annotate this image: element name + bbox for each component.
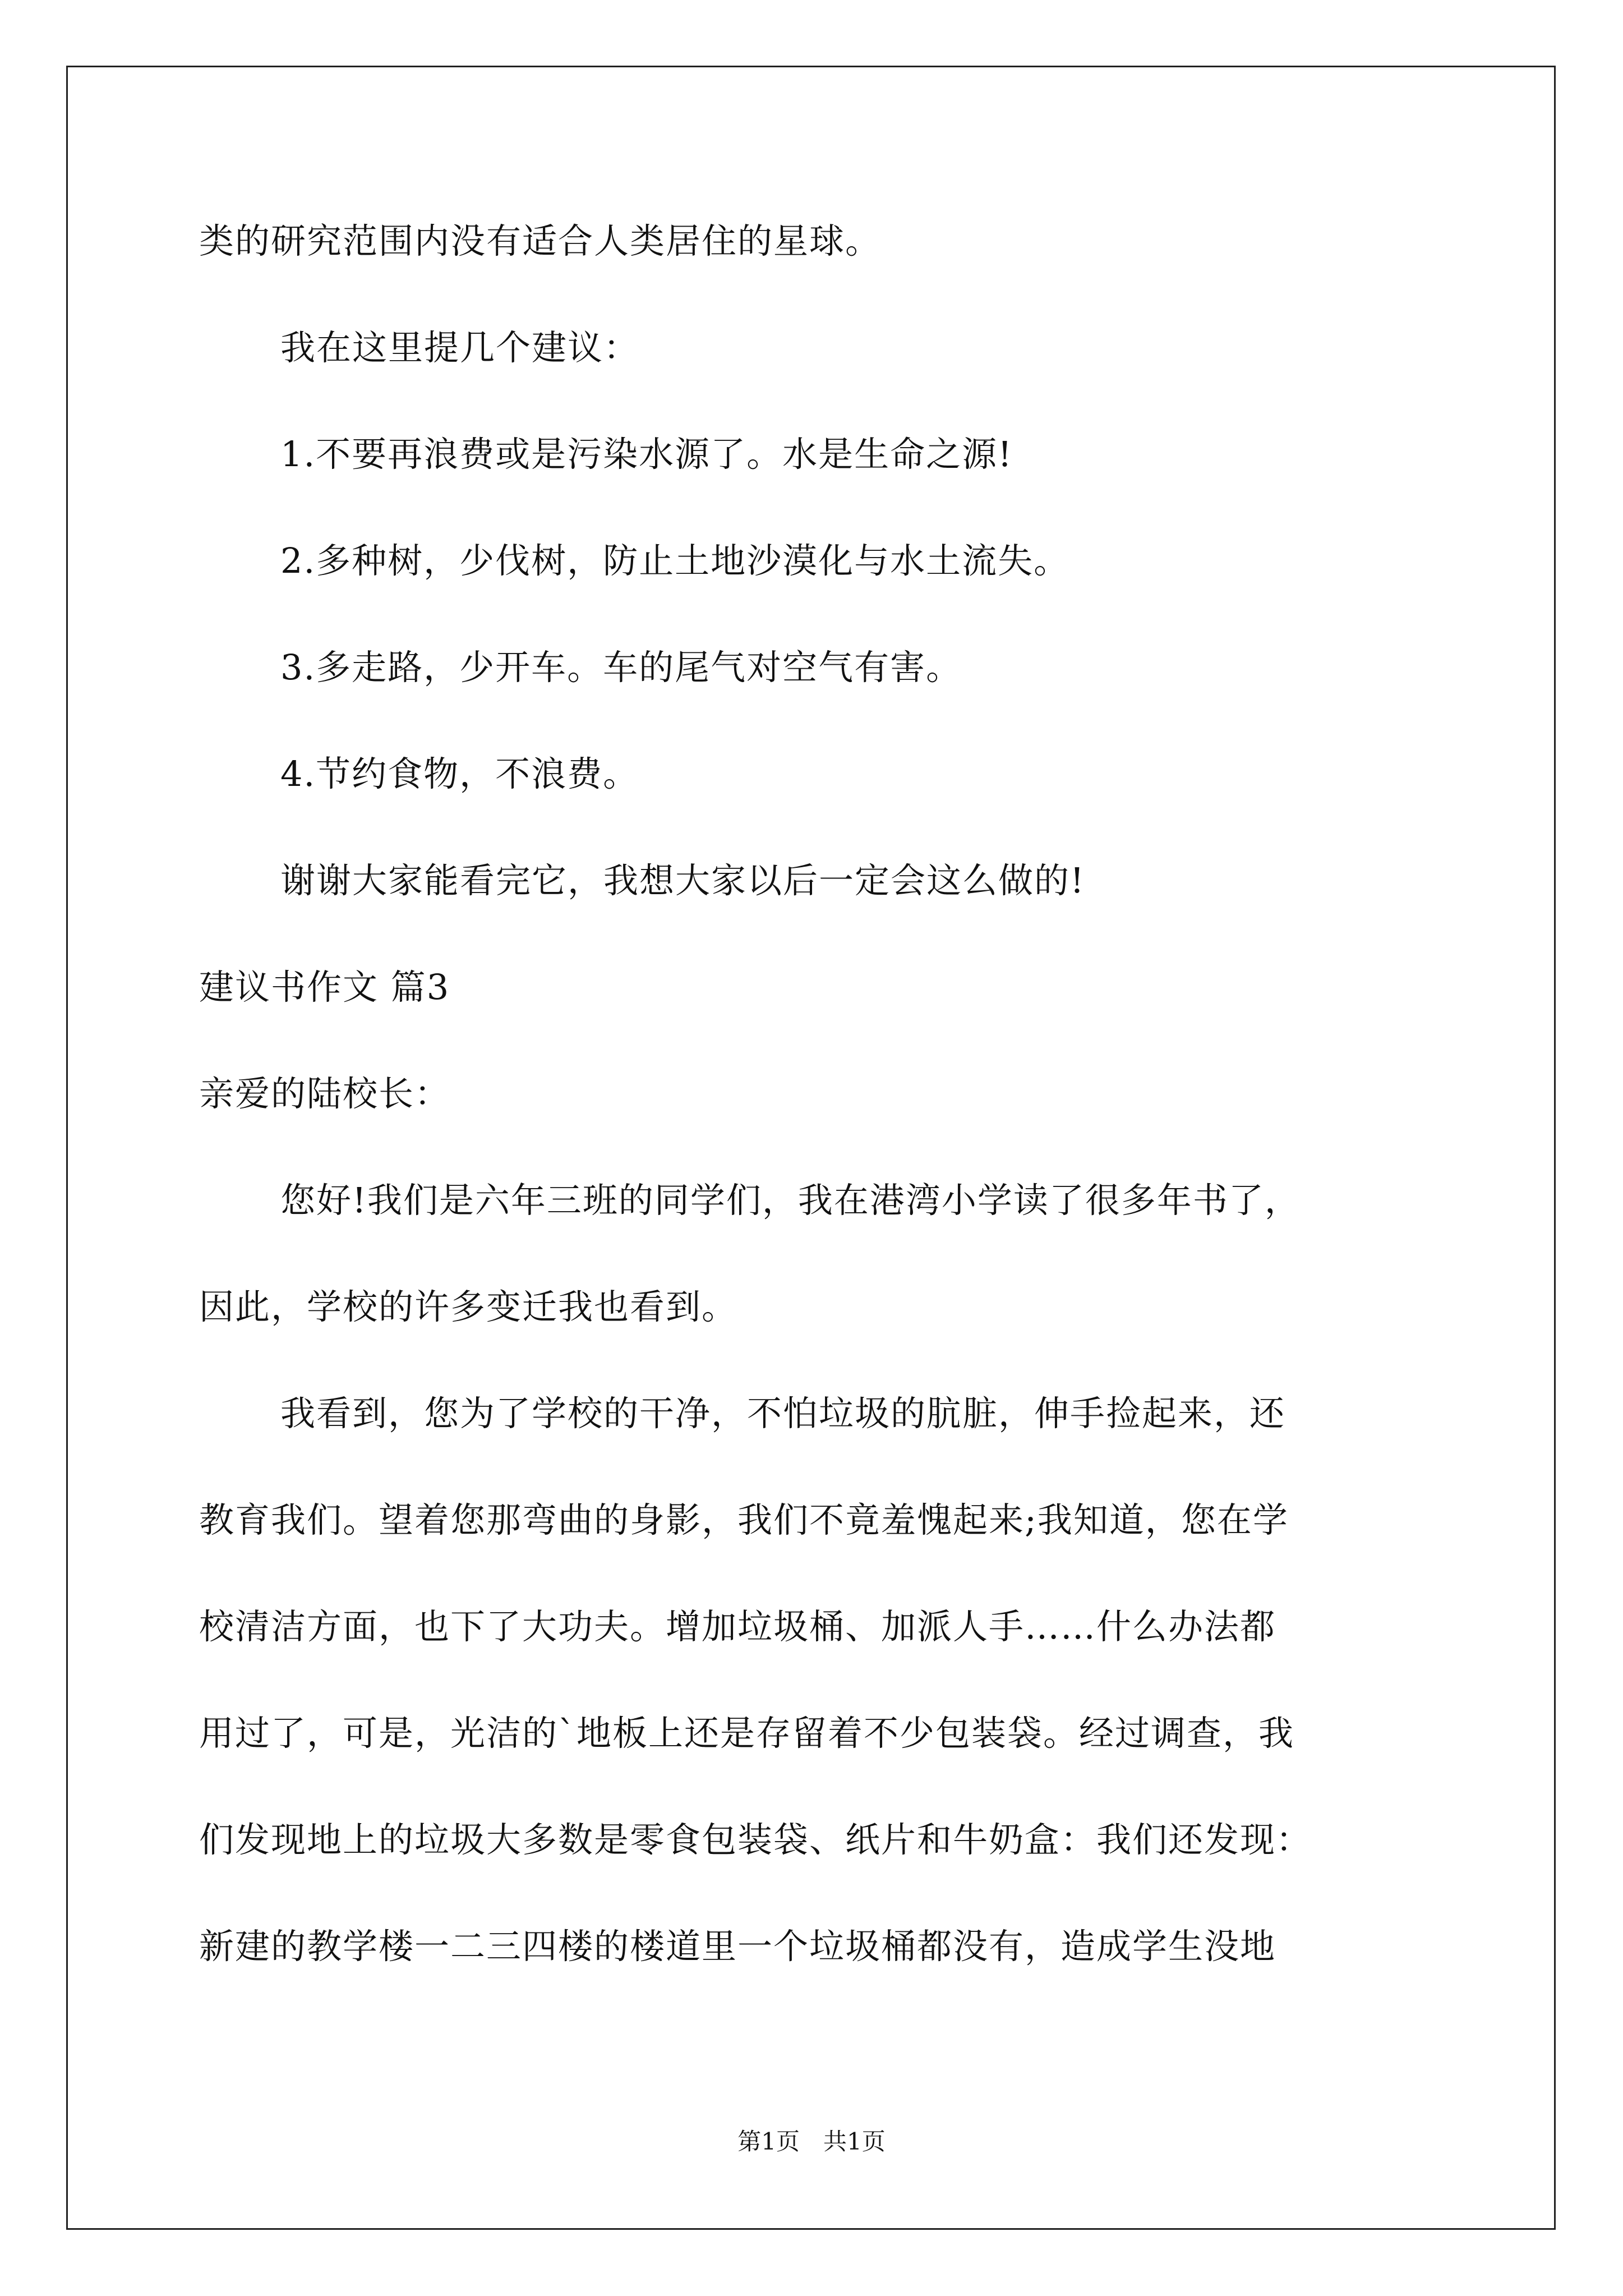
page-border	[66, 66, 1556, 2230]
page-footer: 第1页 共1页	[737, 2128, 886, 2155]
list-item: 3.多走路，少开车。车的尾气对空气有害。	[280, 647, 962, 688]
list-item: 4.节约食物，不浪费。	[280, 753, 639, 794]
text-line: 因此，学校的许多变迁我也看到。	[199, 1286, 738, 1327]
text-line: 教育我们。望着您那弯曲的身影，我们不竟羞愧起来;我知道，您在学	[199, 1499, 1289, 1540]
text-line: 们发现地上的垃圾大多数是零食包装袋、纸片和牛奶盒：我们还发现：	[199, 1819, 1312, 1860]
salutation: 亲爱的陆校长：	[199, 1073, 451, 1114]
list-item: 2.多种树，少伐树，防止土地沙漠化与水土流失。	[280, 540, 1070, 581]
text-line: 校清洁方面，也下了大功夫。增加垃圾桶、加派人手……什么办法都	[199, 1606, 1276, 1647]
list-item: 1.不要再浪费或是污染水源了。水是生命之源!	[280, 434, 1013, 475]
text-line: 我看到，您为了学校的干净，不怕垃圾的肮脏，伸手捡起来，还	[280, 1393, 1286, 1434]
text-line: 谢谢大家能看完它，我想大家以后一定会这么做的!	[280, 860, 1085, 901]
section-heading: 建议书作文 篇3	[199, 967, 450, 1007]
text-line: 用过了，可是，光洁的`地板上还是存留着不少包装袋。经过调查，我	[199, 1713, 1295, 1754]
text-line: 新建的教学楼一二三四楼的楼道里一个垃圾桶都没有，造成学生没地	[199, 1926, 1276, 1967]
text-line: 您好!我们是六年三班的同学们，我在港湾小学读了很多年书了，	[280, 1180, 1301, 1221]
text-line: 类的研究范围内没有适合人类居住的星球。	[199, 220, 882, 261]
text-line: 我在这里提几个建议：	[280, 327, 640, 368]
